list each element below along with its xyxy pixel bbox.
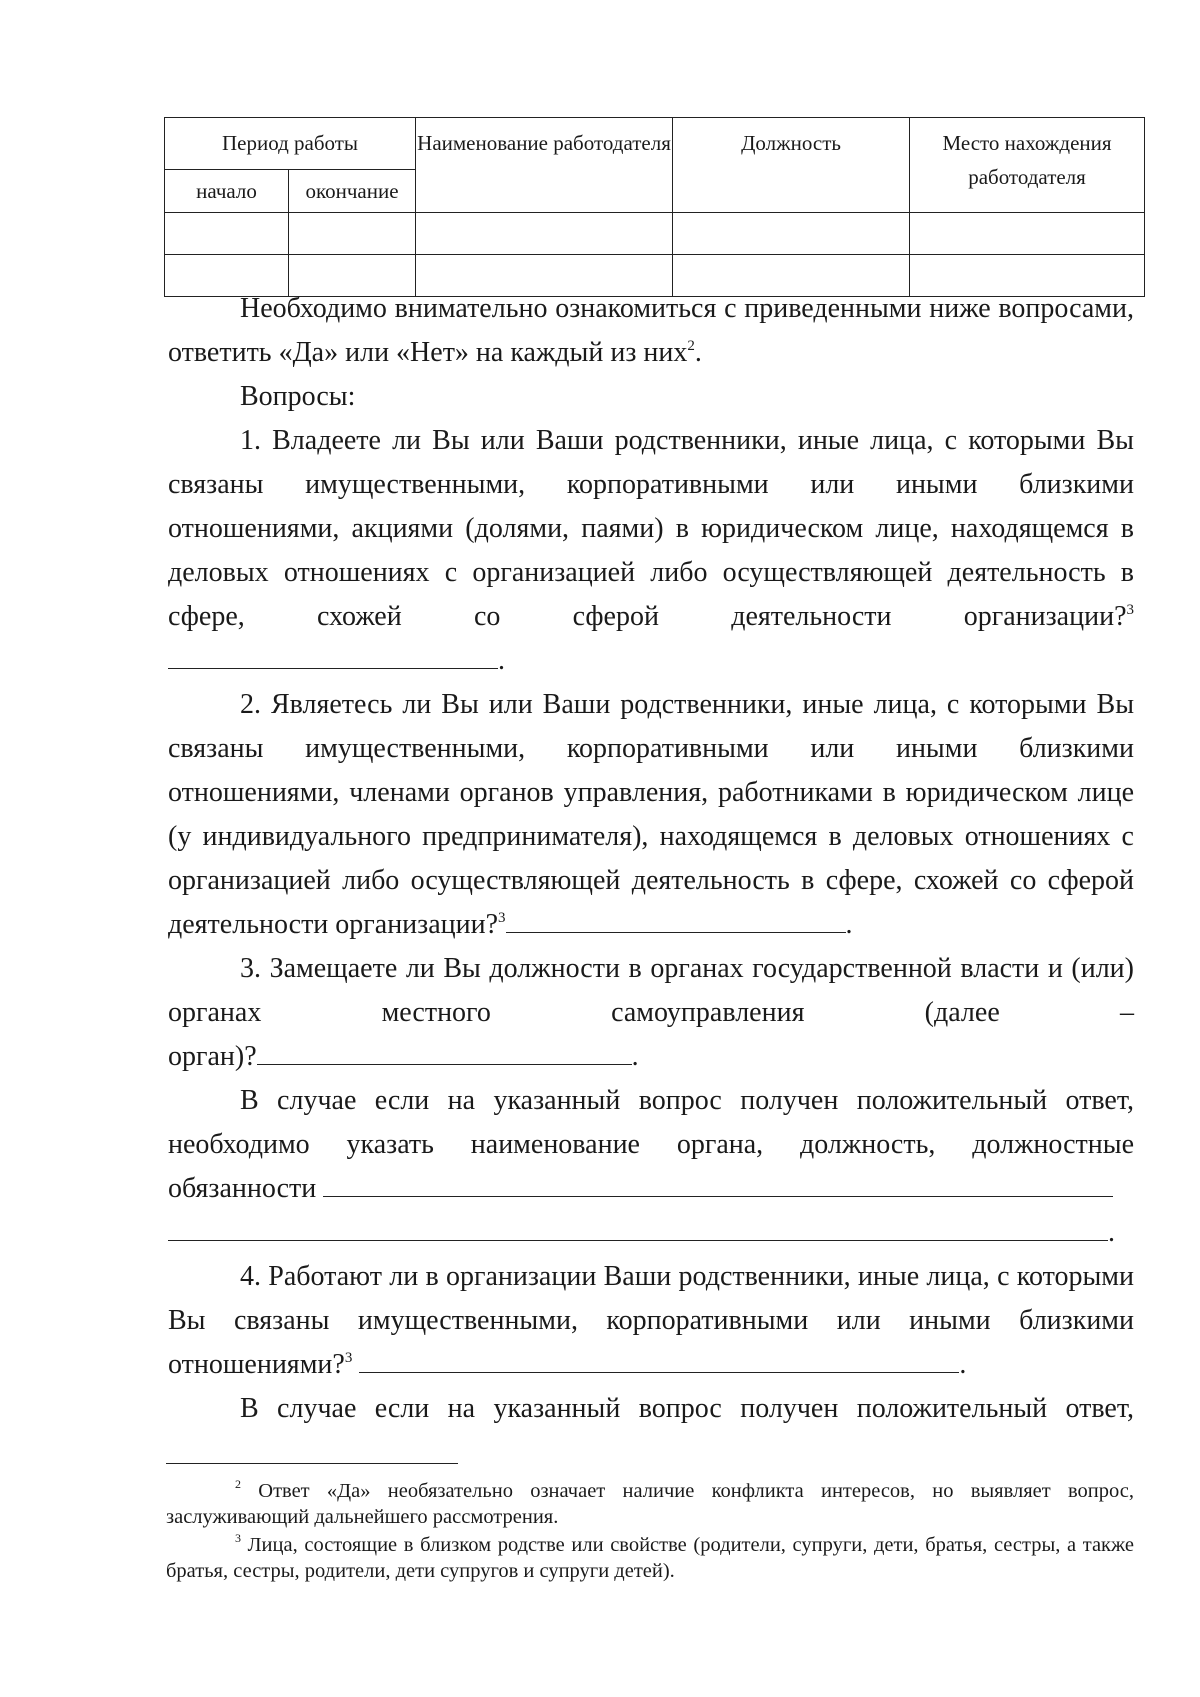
question-3-followup: В случае если на указанный вопрос получен положительный ответ, необходимо указать наименование органа, должность, должностные обязанности . <box>168 1085 1134 1248</box>
questions-heading: Вопросы: <box>240 381 356 412</box>
table-cell[interactable] <box>165 213 289 255</box>
period-header: Период работы <box>165 118 416 170</box>
footnote-ref: 3 <box>344 1350 353 1366</box>
table-row <box>165 213 1145 255</box>
duties-line-1[interactable] <box>323 1170 1113 1197</box>
answer-line-q2[interactable] <box>506 906 846 933</box>
position-header: Должность <box>673 118 910 213</box>
footnote-2: $^2$ Ответ «Да» необязательно означает наличие конфликта интересов, но выявляет вопрос, заслуживающий дальнейшего рассмотрения. <box>166 1477 1134 1528</box>
answer-line-q4[interactable] <box>359 1346 959 1373</box>
table-cell[interactable] <box>673 213 910 255</box>
answer-line-q3[interactable] <box>257 1038 632 1065</box>
answer-line-q1[interactable] <box>168 642 498 669</box>
footnote-separator <box>166 1463 458 1464</box>
question-1: 1. Владеете ли Вы или Ваши родственники, иные лица, с которыми Вы связаны имущественными, корпоративными или иными близкими отношениями, акциями (долями, паями) в юридическом лице, находящемся в деловых отношениях с организацией либо осуществляющей деятельность в сфере, схожей со сферой деятельности организации?$^3$. <box>168 425 1134 676</box>
work-history-table <box>164 117 1145 297</box>
duties-line-2[interactable] <box>168 1214 1108 1241</box>
end-header: окончание <box>289 170 416 213</box>
footnote-3: $^3$ Лица, состоящие в близком родстве или свойстве (родители, супруги, дети, братья, сестры, а также братья, сестры, родители, дети супругов и супруги детей). <box>166 1531 1134 1582</box>
footnote-ref: 3 <box>1126 602 1134 618</box>
table-cell[interactable] <box>416 213 673 255</box>
employer-location-header: Место нахождения работодателя <box>910 118 1145 213</box>
question-3-continued: орган)? . <box>168 1035 1134 1079</box>
table-cell[interactable] <box>910 213 1145 255</box>
question-4-followup: В случае если на указанный вопрос получен положительный ответ, <box>240 1393 1134 1424</box>
employer-name-header: Наименование работодателя <box>416 118 673 213</box>
intro-paragraph: Необходимо внимательно ознакомиться с приведенными ниже вопросами, ответить «Да» или «Нет» на каждый из них$^2$. <box>168 293 1134 368</box>
table-cell[interactable] <box>289 213 416 255</box>
footnote-ref: 2 <box>687 338 695 354</box>
question-4: 4. Работают ли в организации Ваши родственники, иные лица, с которыми Вы связаны имущественными, корпоративными или иными близкими отношениями?$^3$ . <box>168 1261 1134 1380</box>
start-header: начало <box>165 170 289 213</box>
footnote-ref: 3 <box>498 910 506 926</box>
question-3: 3. Замещаете ли Вы должности в органах государственной власти и (или) органах местного самоуправления (далее – <box>168 953 1134 1028</box>
question-2: 2. Являетесь ли Вы или Ваши родственники, иные лица, с которыми Вы связаны имущественными, корпоративными или иными близкими отношениями, членами органов управления, работниками в юридическом лице (у индивидуального предпринимателя), находящемся в деловых отношениях с организацией либо осуществляющей деятельность в сфере, схожей со сферой деятельности организации?$^3$ . <box>168 689 1134 940</box>
